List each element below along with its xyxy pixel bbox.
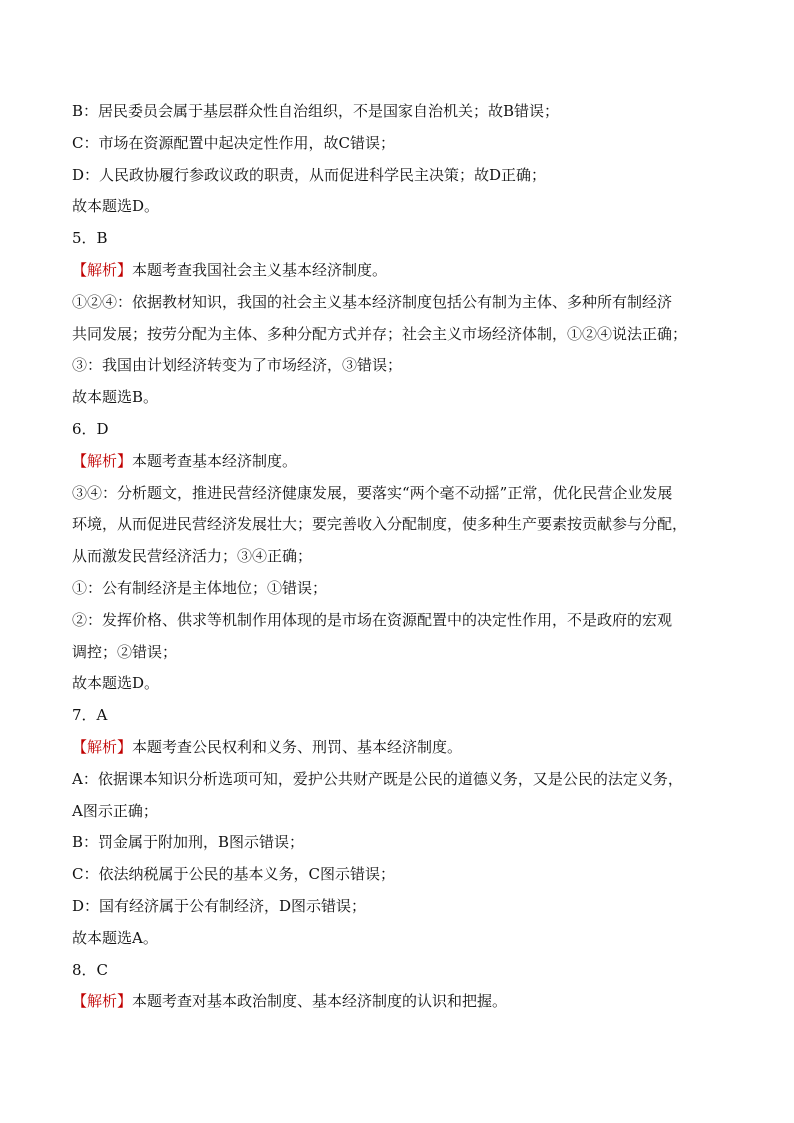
answer-line — [72, 955, 732, 987]
text-line — [72, 128, 732, 160]
line-text: D：人民政协履行参政议政的职责，从而促进科学民主决策；故D正确； — [72, 165, 547, 184]
text-line — [72, 827, 732, 859]
text-line — [72, 191, 732, 223]
text-line — [72, 287, 732, 319]
line-text: 5．B — [72, 229, 108, 248]
line-text: ①②④：依据教材知识，我国的社会主义基本经济制度包括公有制为主体、多种所有制经济 — [72, 292, 673, 311]
line-text: ①：公有制经济是主体地位；①错误； — [72, 578, 328, 597]
line-text: ②：发挥价格、供求等机制作用体现的是市场在资源配置中的决定性作用，不是政府的宏观 — [72, 610, 673, 629]
line-text: 本题考查我国社会主义基本经济制度。 — [132, 260, 388, 279]
line-text: 故本题选A。 — [72, 928, 158, 947]
line-text: 故本题选D。 — [72, 197, 160, 216]
line-text: A图示正确； — [72, 801, 158, 820]
text-line — [72, 319, 732, 351]
line-text: 7．A — [72, 706, 108, 725]
line-text: 从而激发民营经济活力；③④正确； — [72, 547, 313, 566]
text-line — [72, 859, 732, 891]
analysis-tag: 【解析】 — [72, 451, 133, 470]
analysis-line — [72, 986, 732, 1018]
text-line — [72, 605, 732, 637]
text-line — [72, 350, 732, 382]
line-text: 故本题选B。 — [72, 388, 159, 407]
line-text: 共同发展；按劳分配为主体、多种分配方式并存；社会主义市场经济体制，①②④说法正确； — [72, 324, 688, 343]
line-text: 6．D — [72, 419, 109, 438]
analysis-tag: 【解析】 — [72, 260, 133, 279]
text-line — [72, 541, 732, 573]
line-text: 本题考查基本经济制度。 — [132, 451, 298, 470]
line-text: D：国有经济属于公有制经济，D图示错误； — [72, 896, 367, 915]
text-line — [72, 637, 732, 669]
text-line — [72, 668, 732, 700]
text-line — [72, 478, 732, 510]
text-line — [72, 764, 732, 796]
line-text: 本题考查对基本政治制度、基本经济制度的认识和把握。 — [132, 992, 508, 1011]
answer-line — [72, 700, 732, 732]
text-line — [72, 509, 732, 541]
answer-line — [72, 223, 732, 255]
line-text: 调控；②错误； — [72, 642, 178, 661]
line-text: 8．C — [72, 960, 109, 979]
text-line — [72, 573, 732, 605]
text-line — [72, 891, 732, 923]
analysis-line — [72, 446, 732, 478]
line-text: 故本题选D。 — [72, 674, 160, 693]
analysis-tag: 【解析】 — [72, 992, 133, 1011]
text-line — [72, 382, 732, 414]
line-text: B：罚金属于附加刑，B图示错误； — [72, 833, 305, 852]
line-text: 环境，从而促进民营经济发展壮大；要完善收入分配制度，使多种生产要素按贡献参与分配， — [72, 515, 688, 534]
analysis-tag: 【解析】 — [72, 737, 133, 756]
answer-line — [72, 414, 732, 446]
text-line — [72, 160, 732, 192]
line-text: C：依法纳税属于公民的基本义务，C图示错误； — [72, 865, 395, 884]
line-text: C：市场在资源配置中起决定性作用，故C错误； — [72, 133, 395, 152]
text-line — [72, 923, 732, 955]
line-text: A：依据课本知识分析选项可知，爱护公共财产既是公民的道德义务，又是公民的法定义务， — [72, 769, 683, 788]
analysis-line — [72, 255, 732, 287]
line-text: B：居民委员会属于基层群众性自治组织，不是国家自治机关；故B错误； — [72, 102, 560, 120]
line-text: ③④：分析题文，推进民营经济健康发展，要落实“两个毫不动摇”正常，优化民营企业发展 — [72, 483, 673, 502]
line-text: ③：我国由计划经济转变为了市场经济，③错误； — [72, 356, 403, 375]
line-text: 本题考查公民权利和义务、刑罚、基本经济制度。 — [132, 737, 463, 756]
document-page — [72, 96, 732, 1018]
analysis-line — [72, 732, 732, 764]
text-line — [72, 796, 732, 828]
text-line — [72, 96, 732, 128]
